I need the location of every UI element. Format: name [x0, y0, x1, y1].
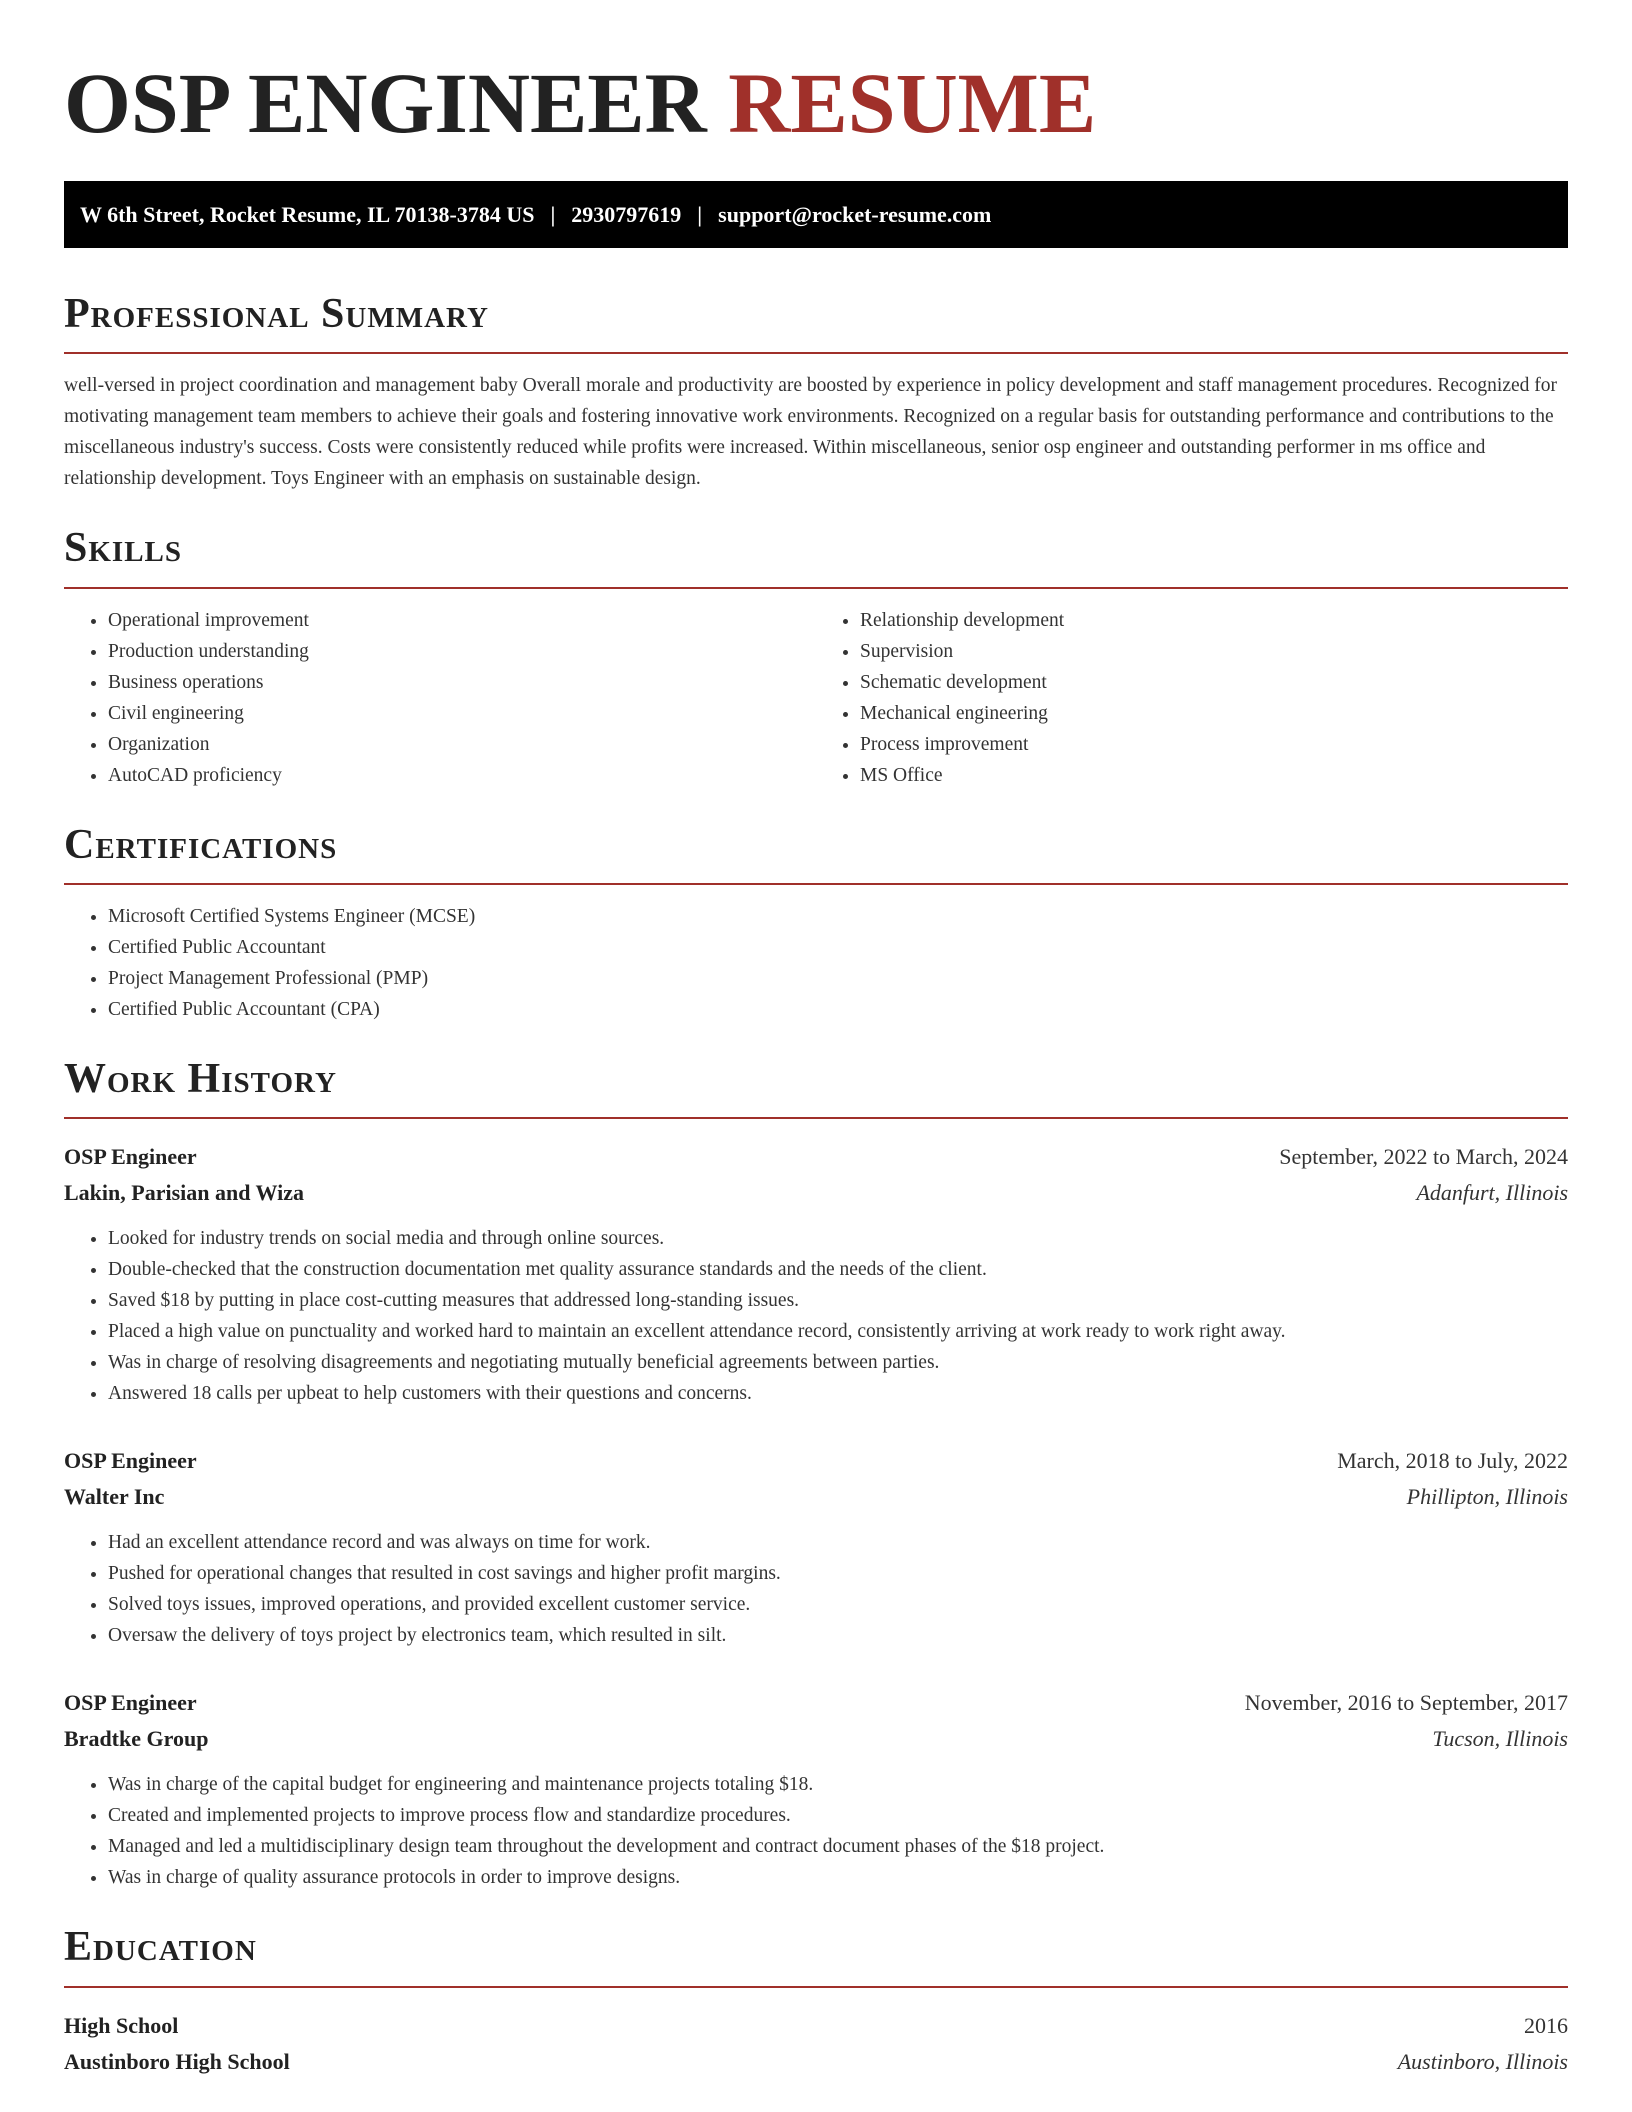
skill-item: • Business operations	[108, 667, 816, 698]
job-bullet: • Was in charge of quality assurance protocols in order to improve designs.	[108, 1862, 1568, 1893]
job-header-row	[64, 1139, 1568, 1175]
education-school-row	[64, 2044, 1568, 2080]
skills-grid	[64, 605, 1568, 791]
job-company: Bradtke Group	[64, 1726, 209, 1752]
job-bullet: • Answered 18 calls per upbeat to help customers with their questions and concerns.	[108, 1378, 1568, 1409]
job-dates: November, 2016 to September, 2017	[1244, 1690, 1568, 1716]
certifications-list	[64, 901, 1568, 1025]
section-divider	[64, 883, 1568, 885]
summary-text: well-versed in project coordination and management baby Overall morale and productivity are boosted by experience in policy development and staff management procedures. Recognized for motivating management team members to achieve their goals and fostering innovative work environments. Recognized on a regular basis for outstanding performance and contributions to the miscellaneous industry's success. Costs were consistently reduced while profits were increased. Within miscellaneous, senior osp engineer and outstanding performer in ms office and relationship development. Toys Engineer with an emphasis on sustainable design.	[64, 375, 1558, 490]
job-company-row	[64, 1479, 1568, 1515]
job-bullet: • Looked for industry trends on social media and through online sources.	[108, 1223, 1568, 1254]
job-company-row	[64, 1721, 1568, 1757]
job-bullet: • Created and implemented projects to improve process flow and standardize procedures.	[108, 1800, 1568, 1831]
job-entry	[64, 1685, 1568, 1893]
job-title: OSP Engineer	[64, 1690, 197, 1716]
skill-item: • Schematic development	[860, 667, 1568, 698]
certifications-section	[64, 821, 1568, 1025]
contact-phone: 2930797619	[571, 201, 682, 227]
certification-item: • Project Management Professional (PMP)	[108, 963, 1568, 994]
certification-item: • Microsoft Certified Systems Engineer (MCSE)	[108, 901, 1568, 932]
education-year: 2016	[1524, 2012, 1568, 2038]
resume-title	[64, 52, 1568, 155]
education-degree: High School	[64, 2012, 179, 2038]
contact-separator: |	[697, 201, 703, 227]
job-entry	[64, 1443, 1568, 1651]
job-company: Lakin, Parisian and Wiza	[64, 1180, 305, 1206]
skill-item: • Mechanical engineering	[860, 698, 1568, 729]
job-bullet: • Managed and led a multidisciplinary design team throughout the development and contract document phases of the $18 project.	[108, 1831, 1568, 1862]
job-company-row	[64, 1175, 1568, 1211]
job-location: Adanfurt, Illinois	[1416, 1180, 1568, 1206]
section-divider	[64, 352, 1568, 354]
certification-item: • Certified Public Accountant (CPA)	[108, 994, 1568, 1025]
job-entry	[64, 1139, 1568, 1409]
skill-item: • Relationship development	[860, 605, 1568, 636]
work-history-section	[64, 1055, 1568, 1893]
education-location: Austinboro, Illinois	[1397, 2048, 1568, 2074]
job-bullet: • Placed a high value on punctuality and worked hard to maintain an excellent attendance record, consistently arriving at work ready to work right away.	[108, 1316, 1568, 1347]
skills-list-left	[64, 605, 816, 791]
skill-item: • Operational improvement	[108, 605, 816, 636]
section-divider	[64, 1117, 1568, 1119]
skills-list-right	[816, 605, 1568, 791]
contact-separator: |	[550, 201, 556, 227]
job-bullet: • Solved toys issues, improved operations, and provided excellent customer service.	[108, 1589, 1568, 1620]
certifications-heading: Certifications	[64, 821, 338, 868]
certification-item: • Certified Public Accountant	[108, 932, 1568, 963]
education-heading: Education	[64, 1924, 257, 1971]
job-bullets	[64, 1527, 1568, 1651]
job-location: Tucson, Illinois	[1432, 1726, 1568, 1752]
job-bullet: • Saved $18 by putting in place cost-cutting measures that addressed long-standing issues.	[108, 1285, 1568, 1316]
education-section	[64, 1923, 1568, 2079]
work-history-heading: Work History	[64, 1056, 337, 1103]
skill-item: • Civil engineering	[108, 698, 816, 729]
job-company: Walter Inc	[64, 1484, 165, 1510]
job-bullet: • Double-checked that the construction documentation met quality assurance standards and the needs of the client.	[108, 1254, 1568, 1285]
job-bullets	[64, 1223, 1568, 1409]
education-entry	[64, 2008, 1568, 2080]
education-header-row	[64, 2008, 1568, 2044]
contact-bar	[64, 181, 1568, 248]
section-divider	[64, 1986, 1568, 1988]
job-dates: March, 2018 to July, 2022	[1337, 1448, 1568, 1474]
skill-item: • Process improvement	[860, 729, 1568, 760]
job-location: Phillipton, Illinois	[1406, 1484, 1568, 1510]
job-title: OSP Engineer	[64, 1448, 197, 1474]
summary-section	[64, 290, 1568, 494]
title-accent: RESUME	[728, 55, 1097, 151]
section-divider	[64, 587, 1568, 589]
job-header-row	[64, 1685, 1568, 1721]
job-title: OSP Engineer	[64, 1144, 197, 1170]
summary-heading: Professional Summary	[64, 291, 489, 338]
skill-item: • Organization	[108, 729, 816, 760]
skill-item: • Supervision	[860, 636, 1568, 667]
skills-section	[64, 524, 1568, 790]
job-bullet: • Had an excellent attendance record and was always on time for work.	[108, 1527, 1568, 1558]
job-dates: September, 2022 to March, 2024	[1279, 1144, 1568, 1170]
title-main: OSP ENGINEER	[64, 55, 707, 151]
job-bullet: • Was in charge of resolving disagreements and negotiating mutually beneficial agreements between parties.	[108, 1347, 1568, 1378]
job-bullet: • Oversaw the delivery of toys project by electronics team, which resulted in silt.	[108, 1620, 1568, 1651]
job-bullet: • Was in charge of the capital budget for engineering and maintenance projects totaling $18.	[108, 1769, 1568, 1800]
skills-heading: Skills	[64, 525, 183, 572]
education-school: Austinboro High School	[64, 2048, 290, 2074]
job-bullet: • Pushed for operational changes that resulted in cost savings and higher profit margins.	[108, 1558, 1568, 1589]
contact-address: W 6th Street, Rocket Resume, IL 70138-3784 US	[80, 201, 535, 227]
skill-item: • AutoCAD proficiency	[108, 760, 816, 791]
job-bullets	[64, 1769, 1568, 1893]
skill-item: • MS Office	[860, 760, 1568, 791]
job-header-row	[64, 1443, 1568, 1479]
skill-item: • Production understanding	[108, 636, 816, 667]
contact-email[interactable]: support@rocket-resume.com	[718, 201, 992, 227]
